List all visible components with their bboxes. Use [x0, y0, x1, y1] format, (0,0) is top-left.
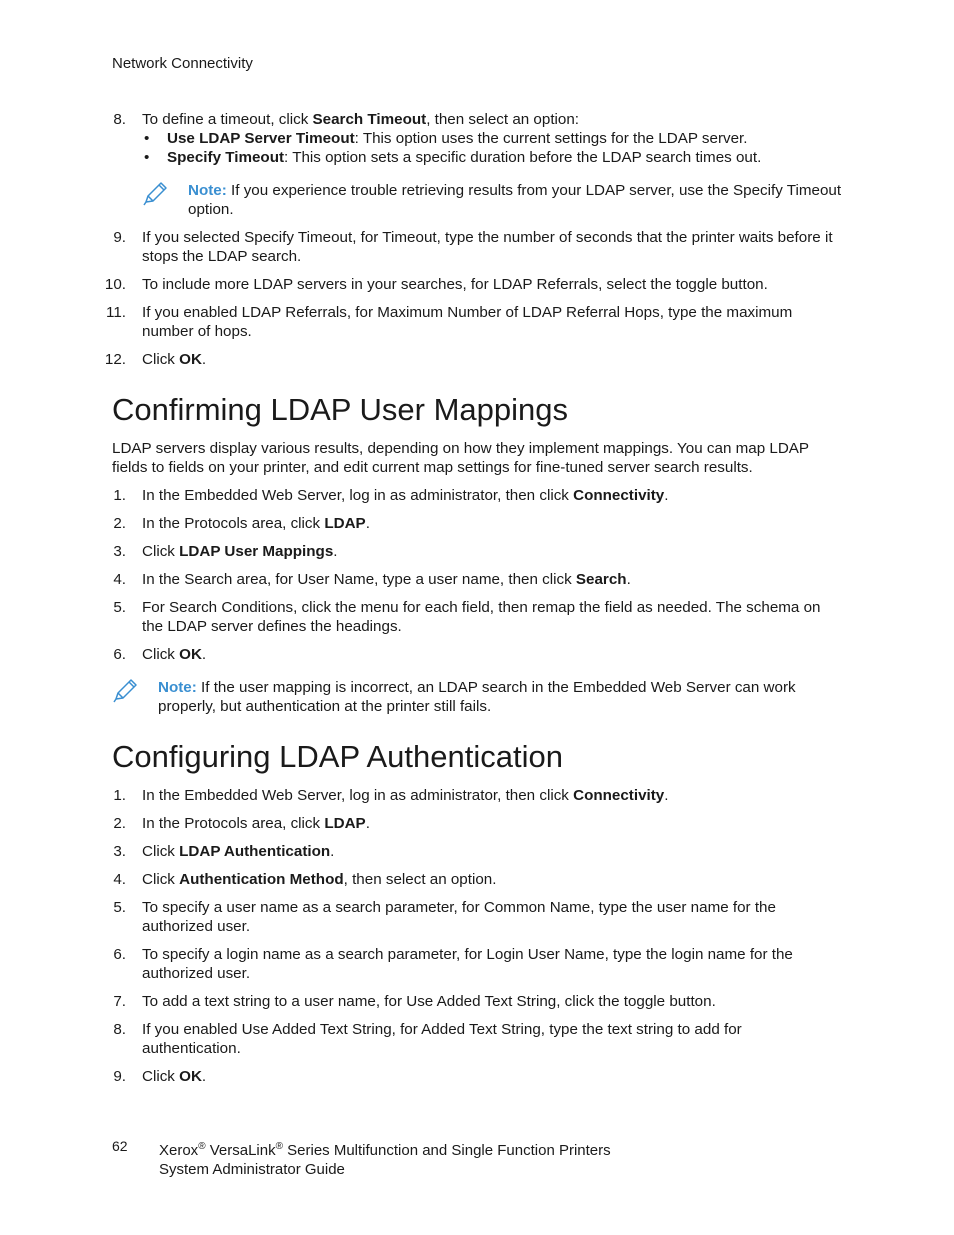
timeout-options-list — [142, 129, 842, 167]
step-7: 7. To add a text string to a user name, for Use Added Text String, click the toggle button. — [113, 993, 716, 1010]
step-3: 3. Click LDAP User Mappings. — [113, 543, 338, 560]
footer-title — [159, 1137, 759, 1179]
pencil-icon — [112, 678, 138, 709]
section-heading-confirming-mappings: Confirming LDAP User Mappings — [112, 392, 569, 427]
footer-line-2: System Administrator Guide — [159, 1161, 345, 1178]
pencil-icon — [142, 181, 168, 212]
step-3: 3. Click LDAP Authentication. — [113, 843, 335, 860]
step-5: 5. To specify a user name as a search parameter, for Common Name, type the user name for the authorized user. — [113, 899, 776, 935]
step-2: 2. In the Protocols area, click LDAP. — [113, 515, 370, 532]
page-number: 62 — [112, 1138, 128, 1154]
footer-line-1: Xerox® VersaLink® Series Multifunction and Single Function Printers — [159, 1141, 611, 1159]
step-11: 11. If you enabled LDAP Referrals, for Maximum Number of LDAP Referral Hops, type the maximum number of hops. — [106, 304, 793, 340]
step-8: 8. To define a timeout, click Search Timeout, then select an option: • Use LDAP Server Timeout: This option uses the current settings for the LDAP server. • Specify Timeout: This option sets a specific duration before the LDAP search times out. Note: If you experience trouble retrieving results from your LDAP server, use the Specify Timeout option. — [112, 110, 842, 219]
step-9: 9. Click OK. — [113, 1068, 207, 1085]
step-5: 5. For Search Conditions, click the menu for each field, then remap the field as needed. The schema on the LDAP server defines the headings. — [113, 599, 821, 635]
step-9: 9. If you selected Specify Timeout, for Timeout, type the number of seconds that the printer waits before it stops the LDAP search. — [113, 229, 833, 265]
step-6: 6. Click OK. — [113, 646, 207, 663]
running-header: Network Connectivity — [112, 55, 253, 72]
step-8: 8. If you enabled Use Added Text String, for Added Text String, type the text string to add for authentication. — [113, 1021, 742, 1057]
step-12: 12. Click OK. — [104, 351, 207, 368]
step-number: 8. — [113, 111, 126, 128]
note-user-mapping: Note: If the user mapping is incorrect, an LDAP search in the Embedded Web Server can work properly, but authentication at the printer still fails. — [112, 678, 842, 716]
step-6: 6. To specify a login name as a search parameter, for Login User Name, type the login name for the authorized user. — [113, 946, 793, 982]
note-label: Note: — [188, 182, 227, 199]
step-2: 2. In the Protocols area, click LDAP. — [113, 815, 370, 832]
section-intro: LDAP servers display various results, depending on how they implement mappings. You can map LDAP fields to fields on your printer, and edit current map settings for fine-tuned server search results. — [112, 440, 809, 476]
section-heading-configuring-auth: Configuring LDAP Authentication — [112, 739, 563, 774]
list-item: • Use LDAP Server Timeout: This option uses the current settings for the LDAP server. — [142, 129, 842, 148]
step-1: 1. In the Embedded Web Server, log in as administrator, then click Connectivity. — [113, 487, 669, 504]
step-4: 4. Click Authentication Method, then select an option. — [113, 871, 497, 888]
step-4: 4. In the Search area, for User Name, type a user name, then click Search. — [113, 571, 631, 588]
main-content — [104, 110, 842, 1095]
list-item: • Specify Timeout: This option sets a specific duration before the LDAP search times out. — [142, 148, 842, 167]
step-1: 1. In the Embedded Web Server, log in as administrator, then click Connectivity. — [113, 787, 669, 804]
step-10: 10. To include more LDAP servers in your searches, for LDAP Referrals, select the toggle button. — [104, 276, 768, 293]
note-timeout: Note: If you experience trouble retrieving results from your LDAP server, use the Specify Timeout option. — [142, 181, 842, 219]
note-label: Note: — [158, 679, 197, 696]
